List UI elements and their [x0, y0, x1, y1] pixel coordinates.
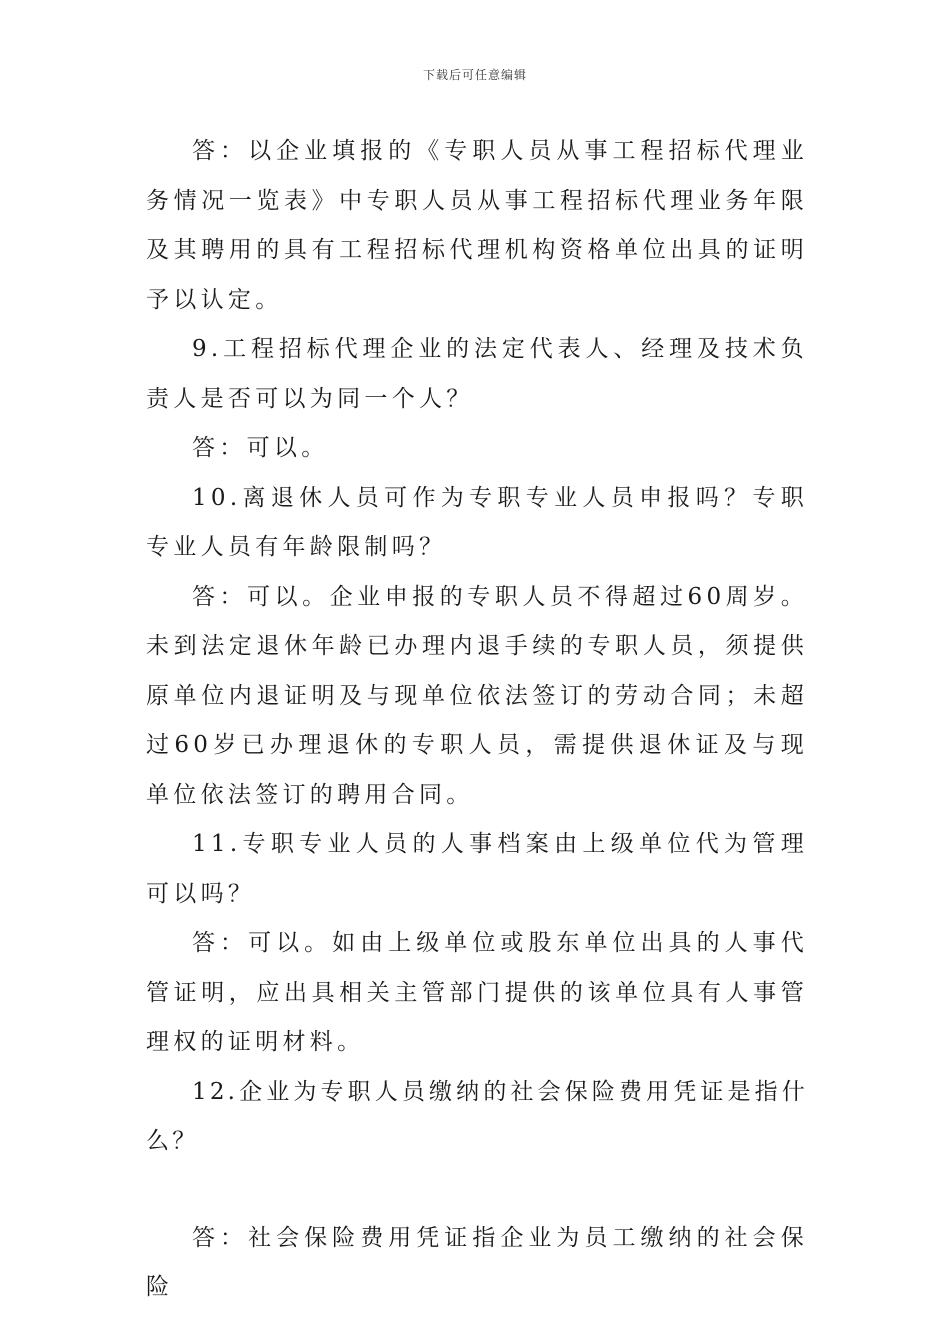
- answer-paragraph-11: 答：可以。如由上级单位或股东单位出具的人事代管证明，应出具相关主管部门提供的该单位具有人事管理权的证明材料。: [146, 930, 808, 1055]
- document-body: [146, 127, 808, 1313]
- question-paragraph-11: 11.专职专业人员的人事档案由上级单位代为管理可以吗？: [146, 831, 808, 907]
- answer-paragraph-8: 答：以企业填报的《专职人员从事工程招标代理业务情况一览表》中专职人员从事工程招标代理业务年限及其聘用的具有工程招标代理机构资格单位出具的证明予以认定。: [146, 138, 808, 313]
- question-paragraph-9: 9.工程招标代理企业的法定代表人、经理及技术负责人是否可以为同一个人？: [146, 336, 808, 412]
- answer-paragraph-10: 答：可以。企业申报的专职人员不得超过60周岁。未到法定退休年龄已办理内退手续的专职人员，须提供原单位内退证明及与现单位依法签订的劳动合同；未超过60岁已办理退休的专职人员，需提供退休证及与现单位依法签订的聘用合同。: [146, 583, 808, 808]
- answer-paragraph-12: 答：社会保险费用凭证指企业为员工缴纳的社会保险: [146, 1224, 808, 1300]
- page-header-note: 下载后可任意编辑: [422, 68, 527, 82]
- question-paragraph-12: 12.企业为专职人员缴纳的社会保险费用凭证是指什么？: [146, 1078, 808, 1154]
- question-paragraph-10: 10.离退休人员可作为专职专业人员申报吗？专职专业人员有年龄限制吗？: [146, 484, 808, 560]
- answer-paragraph-9: 答：可以。: [192, 435, 329, 461]
